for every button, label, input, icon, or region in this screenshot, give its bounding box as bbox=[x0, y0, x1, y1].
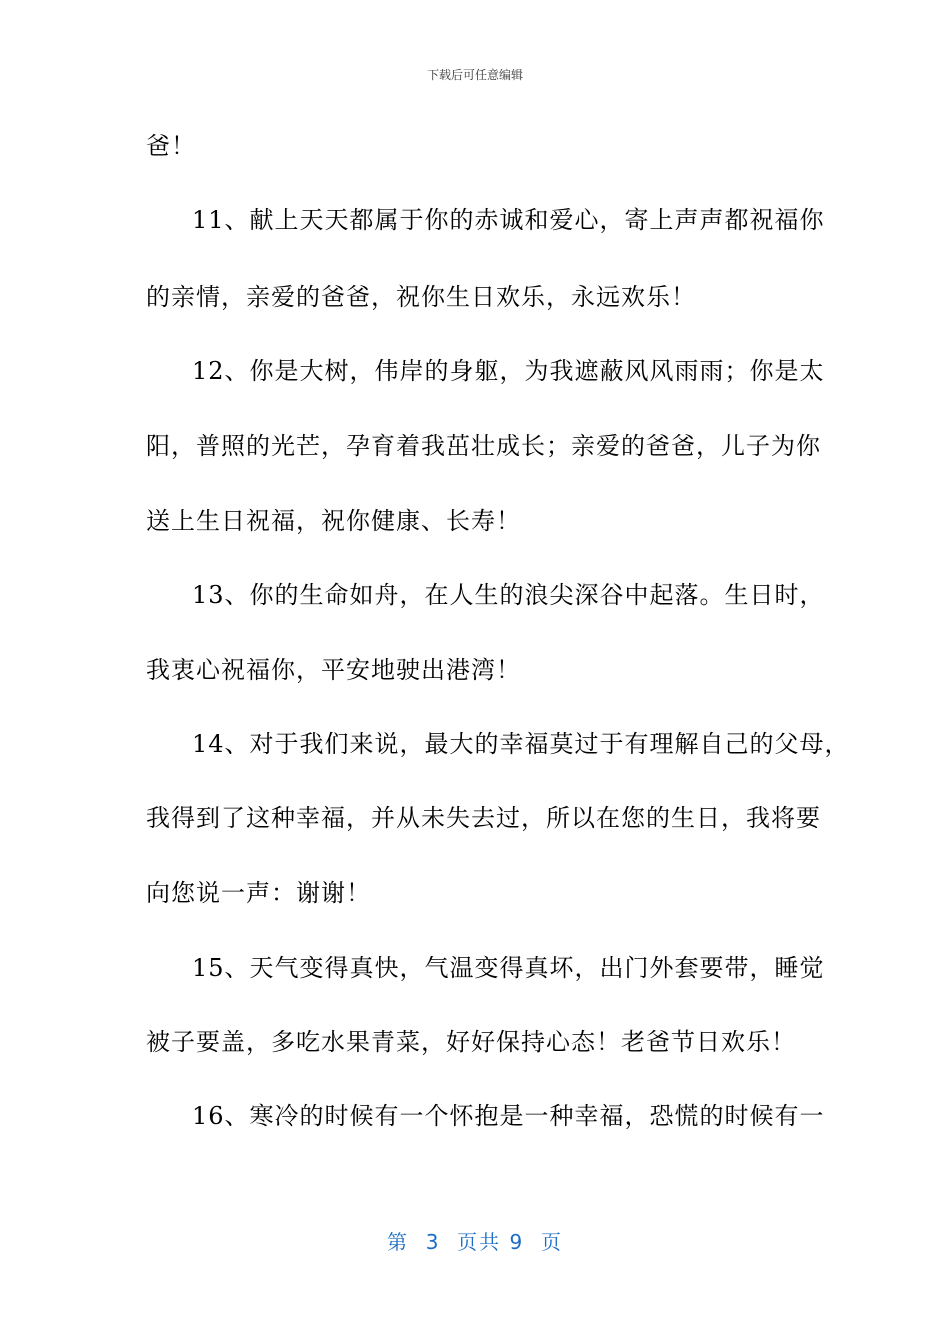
text-line: 爸！ bbox=[146, 132, 196, 160]
text-line: 阳，普照的光芒，孕育着我茁壮成长；亲爱的爸爸，儿子为你 bbox=[146, 432, 821, 460]
page-header-note: 下载后可任意编辑 bbox=[426, 68, 523, 82]
page-number-text: 第 3 页共 9 页 bbox=[387, 1230, 563, 1254]
text-line: 的亲情，亲爱的爸爸，祝你生日欢乐，永远欢乐！ bbox=[146, 283, 696, 311]
text-line: 向您说一声：谢谢！ bbox=[146, 879, 371, 907]
text-line: 12、你是大树，伟岸的身躯，为我遮蔽风风雨雨；你是太 bbox=[192, 357, 825, 385]
text-line: 11、献上天天都属于你的赤诚和爱心，寄上声声都祝福你 bbox=[192, 206, 825, 234]
page-number-footer bbox=[0, 1226, 950, 1255]
text-line: 我衷心祝福你，平安地驶出港湾！ bbox=[146, 656, 521, 684]
text-line: 13、你的生命如舟，在人生的浪尖深谷中起落。生日时， bbox=[192, 581, 825, 609]
text-line: 我得到了这种幸福，并从未失去过，所以在您的生日，我将要 bbox=[146, 804, 821, 832]
text-line: 15、天气变得真快，气温变得真坏，出门外套要带，睡觉 bbox=[192, 954, 825, 982]
text-line: 被子要盖，多吃水果青菜，好好保持心态！老爸节日欢乐！ bbox=[146, 1028, 796, 1056]
text-line: 送上生日祝福，祝你健康、长寿！ bbox=[146, 507, 521, 535]
text-line: 16、寒冷的时候有一个怀抱是一种幸福，恐慌的时候有一 bbox=[192, 1102, 825, 1130]
text-line: 14、对于我们来说，最大的幸福莫过于有理解自己的父母， bbox=[192, 730, 850, 758]
